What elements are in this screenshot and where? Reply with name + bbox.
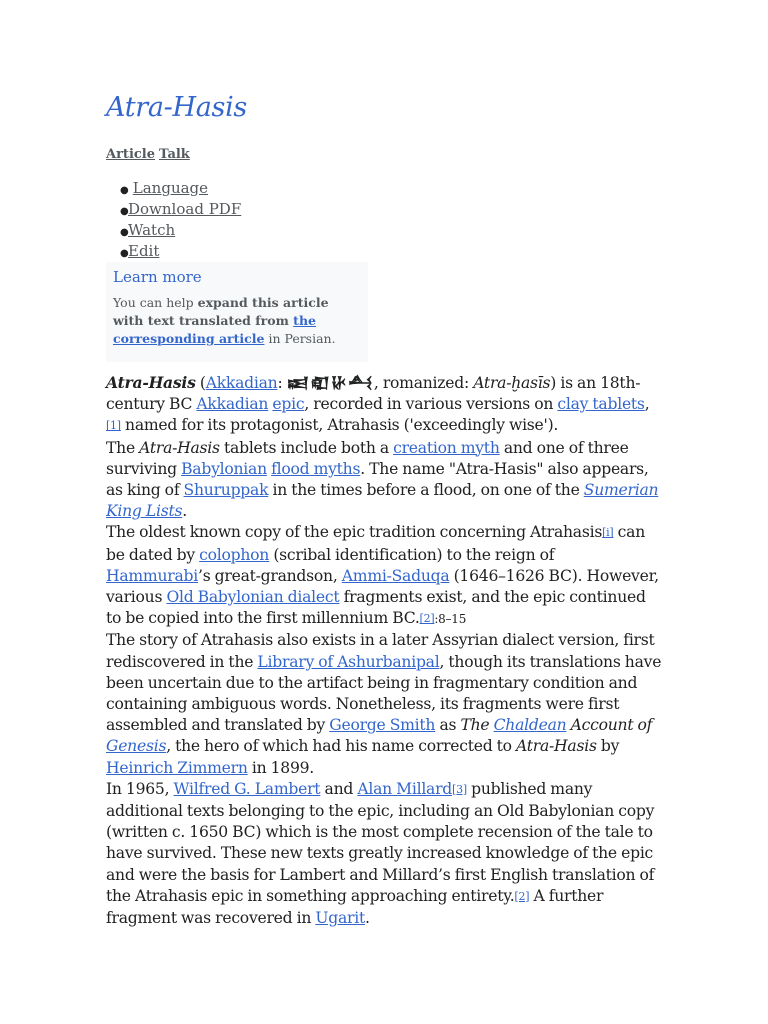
paragraph-tablets (106, 438, 662, 523)
paragraph-intro (106, 372, 662, 438)
paragraph-1965-texts (106, 779, 662, 929)
edit-link[interactable]: Edit (128, 242, 160, 260)
text: , the hero of which had his name corrected to (166, 737, 517, 756)
george-smith-link[interactable]: George Smith (329, 716, 436, 735)
text: can be dated by (106, 523, 645, 564)
text: in the times before a flood, on one of the (268, 481, 584, 500)
text: in 1899. (247, 758, 314, 777)
text: The story of Atrahasis also exists in a later Assyrian dialect version, first rediscovered in the (106, 631, 655, 671)
bullet-icon: ● (120, 206, 129, 217)
text: , though its translations have been uncertain due to the artifact being in fragmentary condition and containing ambiguous words. Nonetheless, its fragments were first assembled and translated by (106, 652, 662, 735)
italic-title: Atra-Hasis (139, 438, 220, 457)
citation-2[interactable]: [2] (419, 612, 435, 626)
akkadian-link-2[interactable]: Akkadian (196, 395, 269, 414)
babylonian-link[interactable]: Babylonian (181, 459, 267, 478)
creation-myth-link[interactable]: creation myth (393, 438, 500, 457)
text: . (182, 502, 187, 521)
ammi-saduqa-link[interactable]: Ammi-Saduqa (341, 566, 450, 585)
translation-notice (106, 262, 368, 362)
text: (scribal identification) to the reign of (269, 545, 555, 564)
article-body (106, 372, 662, 929)
tab-talk[interactable]: Talk (159, 147, 190, 162)
citation-pages: :8–15 (434, 612, 467, 627)
action-item-watch (120, 220, 241, 241)
watch-link[interactable]: Watch (128, 221, 176, 239)
citation-3[interactable]: [3] (452, 782, 467, 796)
text: , (644, 395, 650, 414)
paragraph-assyrian-version (106, 630, 662, 778)
notice-text-plain: You can help (113, 295, 198, 310)
action-item-download (120, 199, 241, 220)
notice-text-end: in Persian. (264, 331, 336, 346)
text: published many additional texts belonging to the epic, including an Old Babylonian copy (written c. 1650 BC) which is the most complete recension of the tale to have survived. These new texts greatly increased knowledge of the epic and were the basis for Lambert and Millard’s first English translation of the Atrahasis epic in something approaching entirety. (106, 779, 655, 905)
notice-text (113, 294, 361, 348)
wilfred-lambert-link[interactable]: Wilfred G. Lambert (173, 779, 321, 798)
epic-link[interactable]: epic (272, 395, 305, 414)
hammurabi-link[interactable]: Hammurabi (106, 566, 198, 585)
clay-tablets-link[interactable]: clay tablets (557, 395, 645, 414)
chaldean-link[interactable]: Chaldean (493, 716, 567, 735)
action-item-language (120, 178, 241, 199)
page-tabs (106, 147, 194, 162)
paragraph-oldest-copy (106, 522, 662, 630)
ugarit-link[interactable]: Ugarit (315, 909, 365, 928)
page-title: Atra-Hasis (106, 92, 247, 123)
library-of-ashurbanipal-link[interactable]: Library of Ashurbanipal (257, 652, 440, 671)
citation-2b[interactable]: [2] (514, 889, 530, 903)
bullet-icon: ● (120, 227, 129, 238)
akkadian-link[interactable]: Akkadian (205, 374, 278, 392)
bullet-icon: ● (120, 248, 129, 259)
sumerian-king-lists-link[interactable]: Sumerian King Lists (106, 481, 659, 521)
italic-text: The (460, 716, 494, 735)
colophon-link[interactable]: colophon (199, 545, 270, 564)
old-babylonian-dialect-link[interactable]: Old Babylonian dialect (166, 588, 340, 607)
text: tablets include both a (219, 438, 394, 457)
text: . The name "Atra-Hasis" also appears, as king of (106, 459, 649, 500)
text: and (320, 779, 358, 798)
text: ’s great-grandson, (197, 566, 342, 585)
text: The oldest known copy of the epic tradition concerning Atrahasis (106, 523, 603, 542)
text: A further fragment was recovered in (106, 886, 604, 928)
text: , recorded in various versions on (304, 395, 558, 414)
heinrich-zimmern-link[interactable]: Heinrich Zimmern (106, 758, 248, 777)
genesis-link[interactable]: Genesis (106, 737, 167, 756)
action-item-edit (120, 241, 241, 262)
text: fragments exist, and the epic continued to be copied into the first millennium BC. (106, 588, 646, 628)
text: by (596, 737, 620, 756)
text: ( (195, 374, 206, 392)
text: ) is an 18th-century BC (106, 374, 641, 414)
bullet-icon: ● (120, 185, 129, 196)
page-actions-list (120, 178, 241, 262)
citation-1[interactable]: [1] (106, 419, 121, 433)
text: In 1965, (106, 779, 174, 798)
flood-myths-link[interactable]: flood myths (271, 459, 361, 478)
article-subject: Atra-Hasis (106, 373, 196, 392)
alan-millard-link[interactable]: Alan Millard (357, 779, 453, 798)
text: . (364, 909, 370, 928)
text: The (106, 438, 140, 457)
text: (1646–1626 BC). However, various (106, 566, 659, 607)
text: as (435, 716, 461, 735)
italic-text: Atra-Hasis (516, 737, 597, 756)
romanized-name: Atra-ḫasīs (473, 374, 551, 392)
corresponding-article-link[interactable]: the corresponding article (113, 313, 316, 346)
shuruppak-link[interactable]: Shuruppak (183, 481, 269, 500)
tab-article[interactable]: Article (106, 147, 156, 162)
citation-i[interactable]: [i] (602, 526, 614, 540)
text: : (277, 374, 287, 392)
text: , romanized: (373, 374, 474, 392)
notice-text-bold: expand this article with text translated from (113, 295, 329, 328)
learn-more-link[interactable]: Learn more (113, 268, 202, 286)
italic-text: Account of (566, 716, 653, 735)
text: named for its protagonist, Atrahasis ('exceedingly wise'). (120, 416, 559, 435)
download-pdf-link[interactable]: Download PDF (128, 200, 242, 218)
cuneiform-text: 𒀜𒊏𒄩𒋀 (286, 374, 374, 392)
text: and one of three surviving (106, 438, 629, 478)
language-link[interactable]: Language (132, 179, 209, 197)
